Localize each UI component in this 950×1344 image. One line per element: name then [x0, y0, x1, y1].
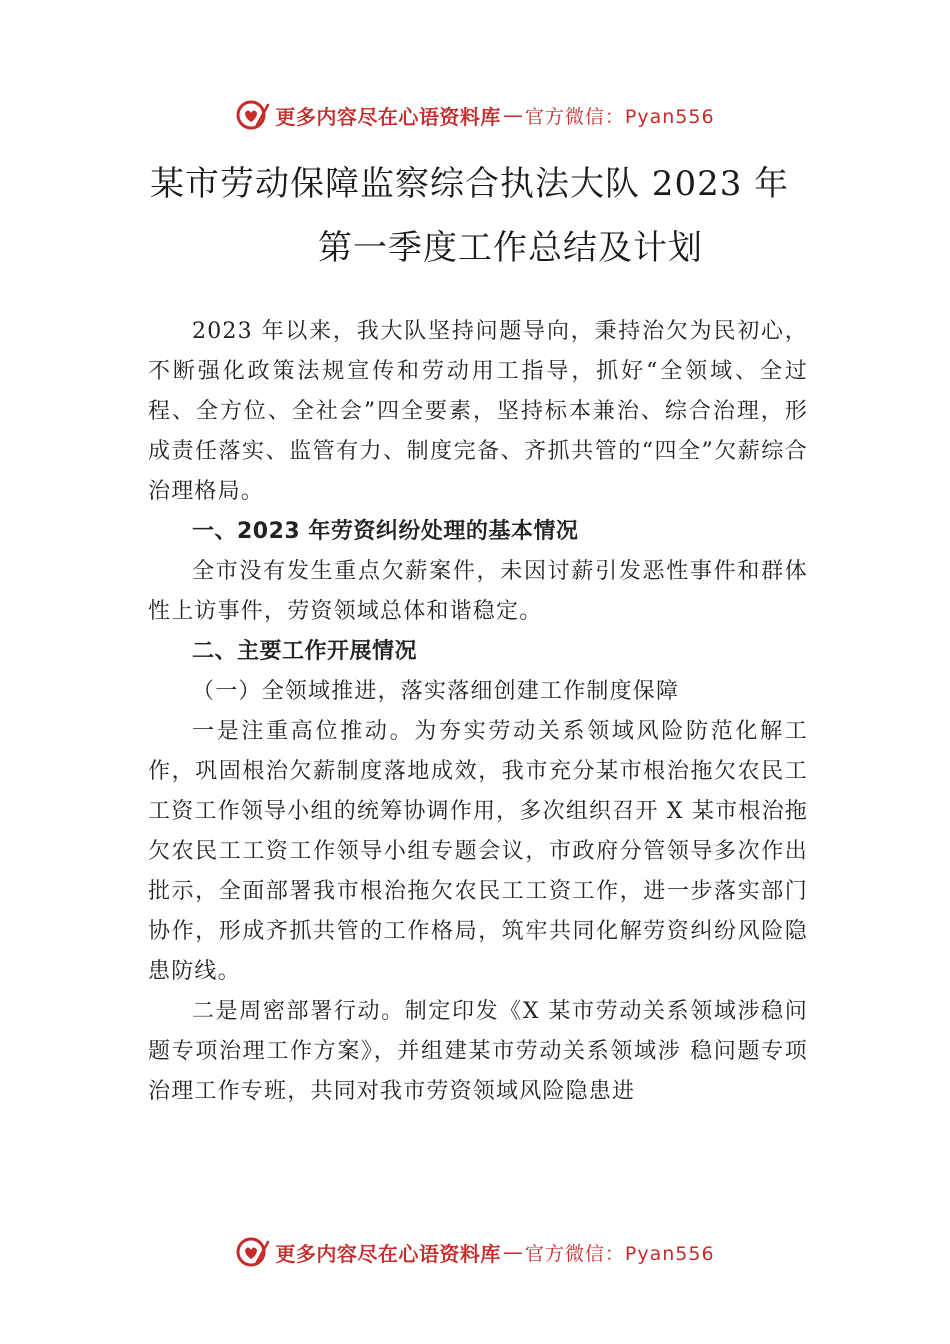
paragraph-high-level-push: 一是注重高位推动。为夯实劳动关系领域风险防范化解工作，巩固根治欠薪制度落地成效，我市充分某市根治拖欠农民工工资工作领导小组的统筹协调作用，多次组织召开 X 某市根治拖欠农民工工资工作领导小组专题会议，市政府分管领导多次作出批示，全面部署我市根治拖欠农民工工资工作，进一步落实部门协作，形成齐抓共管的工作格局，筑牢共同化解劳资纠纷风险隐患防线。	[148, 719, 808, 984]
section-heading-2: 二、主要工作开展情况	[192, 639, 418, 664]
doc-title-line-1: 某市劳动保障监察综合执法大队 2023 年	[150, 164, 790, 204]
section-1-paragraph: 全市没有发生重点欠薪案件，未因讨薪引发恶性事件和群体性上访事件，劳资领域总体和谐稳定。	[148, 559, 808, 624]
document-body	[148, 312, 808, 1112]
wechat-label: 官方微信：Pyan556	[524, 105, 715, 128]
header-watermark-banner	[0, 95, 950, 135]
paragraph-deployment: 二是周密部署行动。制定印发《X 某市劳动关系领域涉稳问题专项治理工作方案》，并组建某市劳动关系领域涉 稳问题专项治理工作专班，共同对我市劳资领域风险隐患进	[148, 999, 808, 1104]
brand-text: 更多内容尽在心语资料库	[275, 1241, 501, 1266]
intro-paragraph: 2023 年以来，我大队坚持问题导向，秉持治欠为民初心，不断强化政策法规宣传和劳动用工指导，抓好“全领域、全过程、全方位、全社会”四全要素，坚持标本兼治、综合治理，形成责任落实、监管有力、制度完备、齐抓共管的“四全”欠薪综合治理格局。	[148, 319, 808, 504]
wechat-label: 官方微信：Pyan556	[524, 1242, 715, 1265]
subsection-heading-1: （一）全领域推进，落实落细创建工作制度保障	[192, 679, 680, 704]
banner-dash: —	[502, 1240, 523, 1264]
banner-dash: —	[502, 103, 523, 127]
footer-watermark-banner	[0, 1232, 950, 1272]
section-heading-1: 一、2023 年劳资纠纷处理的基本情况	[192, 519, 579, 544]
heart-logo-icon	[235, 1234, 271, 1270]
doc-title-line-2: 第一季度工作总结及计划	[318, 228, 703, 268]
brand-text: 更多内容尽在心语资料库	[275, 104, 501, 129]
heart-logo-icon	[235, 97, 271, 133]
